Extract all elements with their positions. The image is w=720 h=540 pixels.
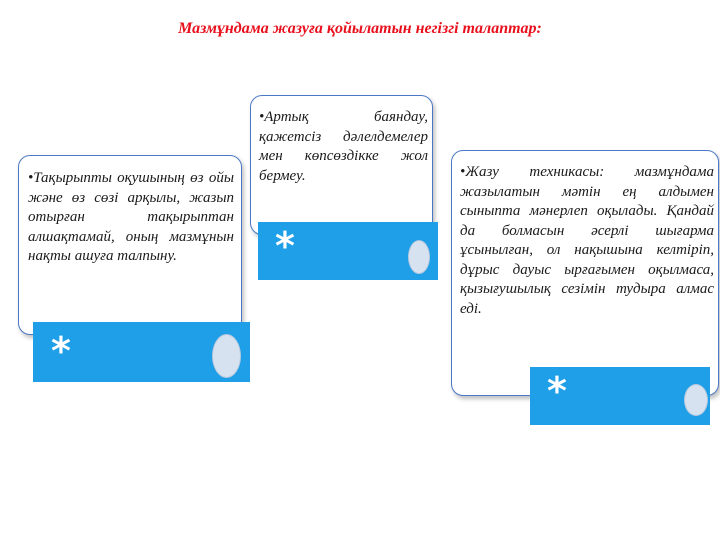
oval-decoration-icon xyxy=(408,240,430,274)
requirement-text-3: •Жазу техникасы: мазмұндама жазылатын мәтін ең алдымен сыныпта мәнерлеп оқылады. Қандай да болмасын әсерлі шығарма ұсынылған, ол нақышына келтіріп, дұрыс дауыс ырғағымен оқылмаса, қызығушылық сезімін тудыра алмас еді. xyxy=(460,164,714,317)
asterisk-icon: * xyxy=(51,329,71,373)
card-tab-1 xyxy=(33,322,250,382)
asterisk-icon: * xyxy=(547,369,567,413)
slide-title: Мазмұндама жазуға қойылатын негізгі талаптар: xyxy=(178,20,542,37)
card-tab-2 xyxy=(258,222,438,280)
requirement-card-3 xyxy=(451,150,719,396)
requirement-text-1: •Тақырыпты оқушының өз ойы және өз сөзі арқылы, жазып отырған тақырыптан алшақтамай, оның мазмұнын нақты ашуға талпыну. xyxy=(28,170,234,264)
oval-decoration-icon xyxy=(684,384,708,416)
asterisk-icon: * xyxy=(275,224,295,268)
requirement-text-2: •Артық баяндау, қажетсіз дәлелдемелер мен көпсөздікке жол бермеу. xyxy=(259,109,428,184)
oval-decoration-icon xyxy=(212,334,241,378)
requirement-card-2 xyxy=(250,95,433,235)
requirement-card-1 xyxy=(18,155,242,335)
card-tab-3 xyxy=(530,367,710,425)
